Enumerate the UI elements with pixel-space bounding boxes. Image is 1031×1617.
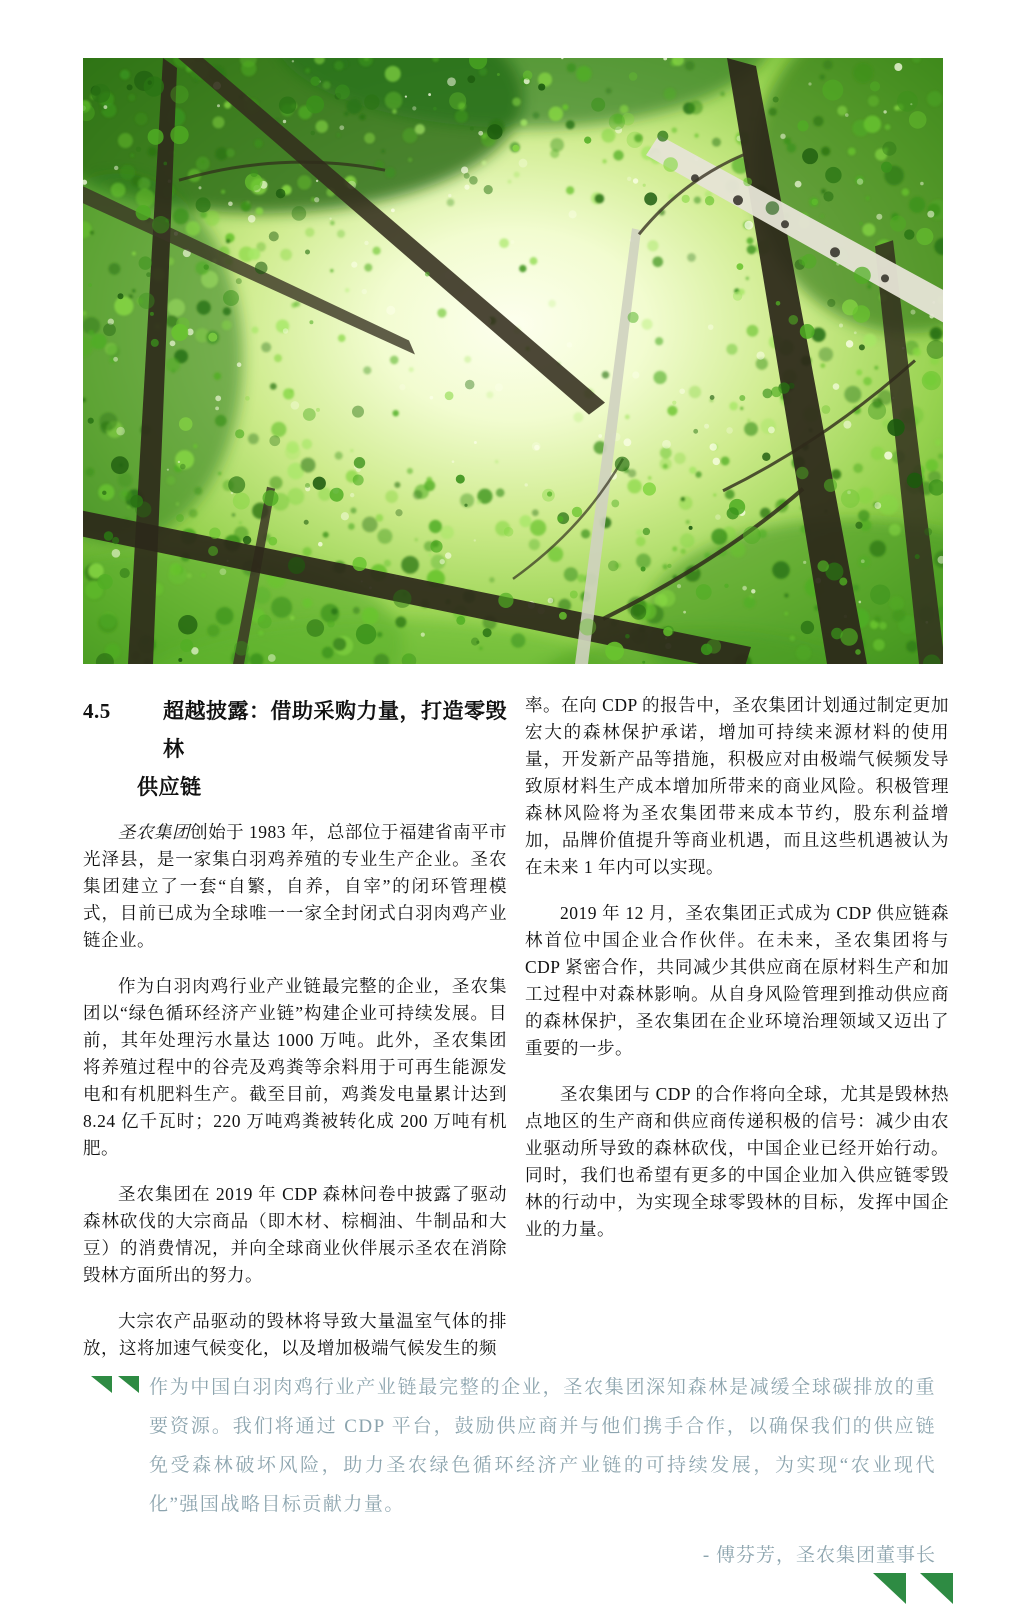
quote-block <box>83 1362 949 1617</box>
quote-triangle-icon <box>118 1376 139 1393</box>
paragraph: 率。在向 CDP 的报告中，圣农集团计划通过制定更加宏大的森林保护承诺，增加可持续来源材料的使用量，开发新产品等措施，积极应对由极端气候频发导致原材料生产成本增加所带来的商业风险。积极管理森林风险将为圣农集团带来成本节约，股东利益增加，品牌价值提升等商业机遇，而且这些机遇被认为在未来 1 年内可以实现。 <box>525 695 949 877</box>
quote-triangle-icon <box>873 1573 906 1604</box>
article-body <box>83 692 949 1381</box>
company-name-italic: 圣农集团 <box>118 822 191 842</box>
forest-canopy-photo <box>83 58 943 664</box>
quote-text: 作为中国白羽肉鸡行业产业链最完整的企业，圣农集团深知森林是减缓全球碳排放的重要资源。我们将通过 CDP 平台，鼓励供应商并与他们携手合作，以确保我们的供应链免受森林破坏风险，助力圣农绿色循环经济产业链的可持续发展，为实现“农业现代化”强国战略目标贡献力量。 <box>149 1377 936 1515</box>
quote-attribution: - 傅芬芳，圣农集团董事长 <box>702 1545 936 1566</box>
forest-canopy-illustration <box>83 58 943 664</box>
paragraph: 作为白羽肉鸡行业产业链最完整的企业，圣农集团以“绿色循环经济产业链”构建企业可持续发展。目前，其年处理污水量达 1000 万吨。此外，圣农集团将养殖过程中的谷壳及鸡粪等余料用于可再生能源发电和有机肥料生产。截至目前，鸡粪发电量累计达到 8.24 亿千瓦时；220 万吨鸡粪被转化成 200 万吨有机肥。 <box>83 976 507 1158</box>
section-heading <box>83 692 507 806</box>
paragraph: 大宗农产品驱动的毁林将导致大量温室气体的排放，这将加速气候变化，以及增加极端气候发生的频 <box>83 1311 507 1358</box>
close-quote-icon <box>873 1573 967 1609</box>
section-number: 4.5 <box>83 699 111 723</box>
right-column <box>525 692 949 1381</box>
quote-triangle-icon <box>91 1376 112 1393</box>
left-column <box>83 692 507 1381</box>
paragraph: 2019 年 12 月，圣农集团正式成为 CDP 供应链森林首位中国企业合作伙伴。在未来，圣农集团将与 CDP 紧密合作，共同减少其供应商在原材料生产和加工过程中对森林影响。从自身风险管理到推动供应商的森林保护，圣农集团在企业环境治理领域又迈出了重要的一步。 <box>525 903 949 1058</box>
paragraph: 圣农集团在 2019 年 CDP 森林问卷中披露了驱动森林砍伐的大宗商品（即木材、棕榈油、牛制品和大豆）的消费情况，并向全球商业伙伴展示圣农在消除毁林方面所出的努力。 <box>83 1184 507 1285</box>
section-title: 超越披露：借助采购力量，打造零毁林 供应链 <box>137 699 507 799</box>
paragraph: 圣农集团与 CDP 的合作将向全球，尤其是毁林热点地区的生产商和供应商传递积极的信号：减少由农业驱动所导致的森林砍伐，中国企业已经开始行动。同时，我们也希望有更多的中国企业加入供应链零毁林的行动中，为实现全球零毁林的目标，发挥中国企业的力量。 <box>525 1084 949 1239</box>
paragraph: 圣农集团创始于 1983 年，总部位于福建省南平市光泽县，是一家集白羽鸡养殖的专业生产企业。圣农集团建立了一套“自繁，自养，自宰”的闭环管理模式，目前已成为全球唯一一家全封闭式白羽肉鸡产业链企业。 <box>83 822 508 950</box>
quote-triangle-icon <box>920 1573 953 1604</box>
open-quote-icon <box>91 1376 145 1398</box>
